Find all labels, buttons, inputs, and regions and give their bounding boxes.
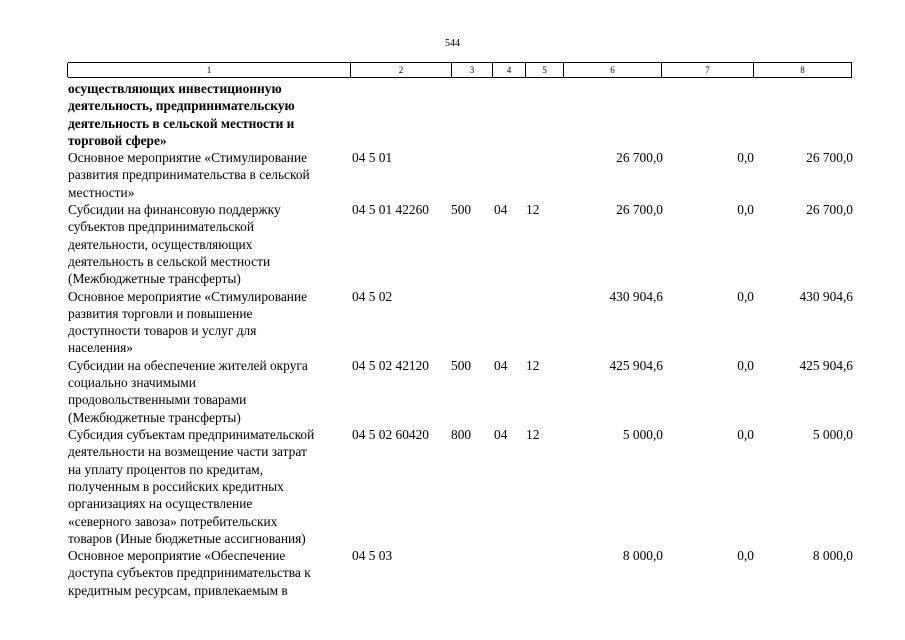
row-code: 04 5 03 bbox=[352, 548, 393, 564]
row-code: 04 5 01 bbox=[352, 150, 393, 166]
header-col-2: 2 bbox=[398, 65, 404, 75]
row-amount: 26 700,0 bbox=[616, 202, 663, 218]
row-name-line: местности» bbox=[68, 184, 135, 200]
row-name-line: деятельность в сельской местности и bbox=[68, 115, 295, 131]
row-code: 04 5 01 42260 bbox=[352, 202, 429, 218]
row-subsection: 12 bbox=[526, 202, 540, 218]
row-name-line: Основное мероприятие «Стимулирование bbox=[68, 150, 308, 166]
header-col-6: 6 bbox=[610, 65, 615, 75]
row-total: 425 904,6 bbox=[799, 357, 853, 373]
row-section: 04 bbox=[494, 202, 508, 218]
row-section: 04 bbox=[494, 427, 508, 442]
row-name-line: продовольственными товарами bbox=[68, 392, 247, 408]
row-change: 0,0 bbox=[737, 150, 754, 166]
header-col-3: 3 bbox=[469, 65, 475, 75]
row-amount: 5 000,0 bbox=[622, 427, 663, 442]
header-col-1: 1 bbox=[206, 65, 212, 75]
row-change: 0,0 bbox=[737, 548, 754, 564]
table-header-row bbox=[68, 62, 852, 78]
row-name-line: доступа субъектов предпринимательства к bbox=[68, 565, 311, 581]
row-change: 0,0 bbox=[737, 202, 754, 218]
header-col-5: 5 bbox=[542, 65, 547, 75]
row-name-line: деятельность, предпринимательскую bbox=[68, 98, 295, 114]
row-name-line: организациях на осуществление bbox=[68, 496, 253, 512]
row-subsection: 12 bbox=[526, 427, 540, 442]
header-col-4: 4 bbox=[506, 65, 512, 75]
row-name-line: осуществляющих инвестиционную bbox=[68, 81, 282, 96]
row-code: 04 5 02 bbox=[352, 288, 393, 304]
row-name-line: Основное мероприятие «Обеспечение bbox=[68, 548, 286, 564]
row-code: 04 5 02 60420 bbox=[352, 427, 429, 442]
row-name-line: кредитным ресурсам, привлекаемым в bbox=[68, 582, 288, 598]
row-name-line: деятельности на возмещение части затрат bbox=[68, 444, 307, 460]
row-subsection: 12 bbox=[526, 357, 540, 373]
row-name-line: субъектов предпринимательской bbox=[68, 219, 254, 235]
row-name-line: населения» bbox=[68, 340, 133, 356]
row-amount: 8 000,0 bbox=[622, 548, 663, 564]
row-name-line: торговой сфере» bbox=[68, 132, 167, 148]
header-col-8: 8 bbox=[800, 65, 805, 75]
row-name-line: доступности товаров и услуг для bbox=[68, 323, 257, 339]
table-row bbox=[0, 201, 905, 288]
row-name-line: товаров (Иные бюджетные ассигнования) bbox=[68, 530, 306, 546]
row-name-line: полученным в российских кредитных bbox=[68, 478, 284, 494]
table-row bbox=[0, 426, 905, 547]
row-name-line: (Межбюджетные трансферты) bbox=[68, 409, 241, 425]
row-name-line: Субсидия субъектам предпринимательской bbox=[68, 427, 315, 442]
row-name-line: Субсидии на обеспечение жителей округа bbox=[68, 357, 308, 373]
row-section: 04 bbox=[494, 357, 508, 373]
row-total: 430 904,6 bbox=[799, 288, 853, 304]
row-total: 5 000,0 bbox=[812, 427, 853, 442]
row-total: 26 700,0 bbox=[806, 150, 853, 166]
row-name-line: «северного завоза» потребительских bbox=[68, 513, 278, 529]
table-row bbox=[0, 288, 905, 357]
row-total: 8 000,0 bbox=[812, 548, 853, 564]
row-name-line: социально значимыми bbox=[68, 375, 196, 391]
row-name-line: Субсидии на финансовую поддержку bbox=[68, 202, 281, 218]
header-divider bbox=[851, 63, 852, 77]
row-name-line: развития торговли и повышение bbox=[68, 305, 253, 321]
table-row bbox=[0, 80, 905, 149]
row-name-line: на уплату процентов по кредитам, bbox=[68, 461, 264, 477]
row-expense-type: 800 bbox=[451, 427, 472, 442]
row-change: 0,0 bbox=[737, 357, 754, 373]
row-name-line: развития предпринимательства в сельской bbox=[68, 167, 310, 183]
row-name-line: деятельность в сельской местности bbox=[68, 253, 271, 269]
row-amount: 430 904,6 bbox=[609, 288, 663, 304]
row-change: 0,0 bbox=[737, 427, 754, 442]
row-amount: 425 904,6 bbox=[609, 357, 663, 373]
row-expense-type: 500 bbox=[451, 202, 472, 218]
row-expense-type: 500 bbox=[451, 357, 472, 373]
row-name-line: деятельности, осуществляющих bbox=[68, 236, 253, 252]
table-row bbox=[0, 357, 905, 426]
row-code: 04 5 02 42120 bbox=[352, 357, 429, 373]
row-change: 0,0 bbox=[737, 288, 754, 304]
table-row bbox=[0, 547, 905, 599]
page-number: 544 bbox=[445, 38, 460, 49]
header-col-7: 7 bbox=[705, 65, 710, 75]
row-name-line: (Межбюджетные трансферты) bbox=[68, 271, 241, 287]
row-amount: 26 700,0 bbox=[616, 150, 663, 166]
table-row bbox=[0, 149, 905, 201]
row-total: 26 700,0 bbox=[806, 202, 853, 218]
row-name-line: Основное мероприятие «Стимулирование bbox=[68, 288, 308, 304]
